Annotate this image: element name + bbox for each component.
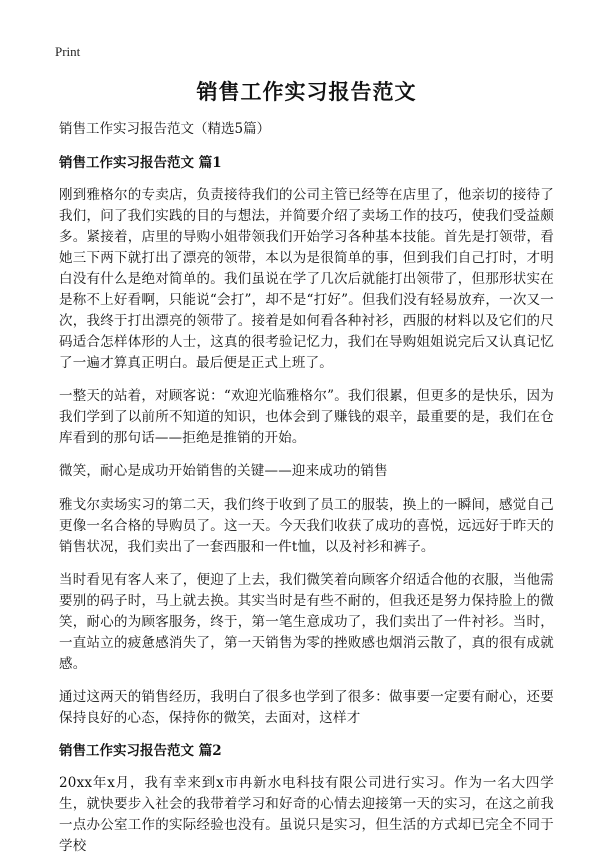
section-1 bbox=[59, 153, 554, 729]
paragraph: 20xx年x月，我有幸来到x市冉新水电科技有限公司进行实习。作为一名大四学生，就快要步入社会的我带着学习和好奇的心情去迎接第一天的实习，在这之前我一点办公室工作的实际经验也没有。虽说只是实习，但生活的方式却已完全不同于学校 bbox=[59, 775, 554, 854]
document-subtitle: 销售工作实习报告范文（精选5篇） bbox=[59, 121, 271, 137]
section-heading: 销售工作实习报告范文 篇2 bbox=[59, 743, 222, 759]
paragraph: 微笑，耐心是成功开始销售的关键——迎来成功的销售 bbox=[59, 463, 388, 479]
paragraph: 雅戈尔卖场实习的第二天，我们终于收到了员工的服装，换上的一瞬间，感觉自己更像一名合格的导购员了。这一天。今天我们收获了成功的喜悦，远远好于昨天的销售状况，我们卖出了一套西服和一件t恤，以及衬衫和裤子。 bbox=[59, 497, 554, 555]
paragraph: 通过这两天的销售经历，我明白了很多也学到了很多：做事要一定要有耐心，还要保持良好的心态，保持你的微笑，去面对，这样才 bbox=[59, 689, 554, 726]
print-label: Print bbox=[55, 44, 81, 59]
paragraph: 当时看见有客人来了，便迎了上去，我们微笑着向顾客介绍适合他的衣服，当他需要别的码子时，马上就去换。其实当时是有些不耐的，但我还是努力保持脸上的微笑，耐心的为顾客服务，终于，第一笔生意成功了，我们卖出了一件衬衫。当时，一直站立的疲惫感消失了，第一天销售为零的挫败感也烟消云散了，真的很有成就感。 bbox=[59, 572, 554, 672]
document-title: 销售工作实习报告范文 bbox=[196, 80, 417, 104]
section-heading: 销售工作实习报告范文 篇1 bbox=[59, 155, 222, 171]
paragraph: 刚到雅格尔的专卖店，负责接待我们的公司主管已经等在店里了，他亲切的接待了我们，问了我们实践的目的与想法，并简要介绍了卖场工作的技巧，使我们受益颇多。紧接着，店里的导购小姐带领我们开始学习各种基本技能。首先是打领带，看她三下两下就打出了漂亮的领带，本以为是很简单的事，但到我们自己打时，才明白没有什么是绝对简单的。我们虽说在学了几次后就能打出领带了，但那形状实在是称不上好看啊，只能说“会打”，却不是“打好”。但我们没有轻易放弃，一次又一次，我终于打出漂亮的领带了。接着是如何看各种衬衫，西服的材料以及它们的尺码适合怎样体形的人士，这真的很考验记忆力，我们在导购姐姐说完后又认真记忆了一遍才算真正明白。最后便是正式上班了。 bbox=[59, 187, 554, 371]
paragraph: 一整天的站着，对顾客说：“欢迎光临雅格尔”。我们很累，但更多的是快乐，因为我们学到了以前所不知道的知识，也体会到了赚钱的艰辛，最重要的是，我们在仓库看到的那句话——拒绝是推销的开始。 bbox=[59, 388, 554, 446]
section-2 bbox=[59, 741, 554, 857]
